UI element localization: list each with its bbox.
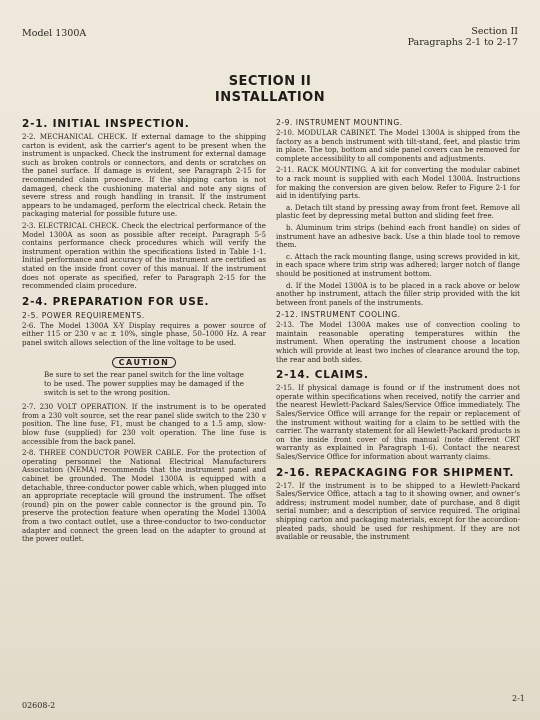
para-step-c: c. Attach the rack mounting flange, using screws provided in kit, in each space where trim strip was adhered; larger notch of flange should be positioned at instrument bottom.	[276, 251, 520, 278]
section-number: SECTION II	[228, 74, 312, 89]
footer-page-number: 2-1	[512, 694, 525, 703]
para-repackaging: 2-17. If the instrument is to be shipped to a Hewlett-Packard Sales/Service Office, attach a tag to it showing owner, and owner's address; instrument model number, date of purchase, and 8 digit serial number; and a description of service required. The original shipping carton and packaging materials, except for the accordion-pleated pads, should be used for reshipment. If they are not available or reusable, the instrument	[276, 480, 520, 542]
para-three-conductor-cable: 2-8. THREE CONDUCTOR POWER CABLE. For the protection of operating personnel the National Electrical Manufacturers Association (NEMA) recommends that the instrument panel and cabinet be grounded. The Model 1300A is equipped with a detachable, three-conductor power cable which, when plugged into an appropriate receptacle will ground the instrument. The offset (round) pin on the power cable connector is the ground pin. To preserve the protection feature when operating the Model 1300A from a two contact outlet, use a three-conductor to two-conductor adapter and connect the green lead on the adapter to ground at the power outlet.	[22, 448, 266, 544]
para-rack-mounting: 2-11. RACK MOUNTING. A kit for converting the modular cabinet to a rack mount is supplied with each Model 1300A. Instructions for making the conversion are given below. Refer to Figure 2-1 for aid in identifying parts.	[276, 165, 520, 201]
right-column	[276, 118, 520, 545]
heading-claims: 2-14. CLAIMS.	[276, 369, 369, 382]
para-step-a: a. Detach tilt stand by pressing away from front feet. Remove all plastic feet by depressing metal button and sliding feet free.	[276, 202, 520, 221]
header-paragraphs: Paragraphs 2-1 to 2-17	[407, 37, 518, 48]
caution-box	[22, 350, 266, 369]
heading-initial-inspection: 2-1. INITIAL INSPECTION.	[22, 118, 190, 130]
heading-preparation-for-use: 2-4. PREPARATION FOR USE.	[22, 295, 210, 308]
caution-label: CAUTION	[112, 357, 177, 368]
footer-doc-number: 02608-2	[22, 701, 56, 710]
para-electrical-check: 2-3. ELECTRICAL CHECK. Check the electrical performance of the Model 1300A as soon as possible after receipt. Paragraph 5-5 contains performance check procedures which will verify the instrument operation within the specifications listed in Table 1-1. Initial performance and accuracy of the instrument are certified as stated on the inside front cover of this manual. If the instrument does not operate as specified, refer to Paragraph 2-15 for the recommended claim procedure.	[22, 220, 266, 291]
heading-repackaging: 2-16. REPACKAGING FOR SHIPMENT.	[276, 466, 515, 479]
para-claims: 2-15. If physical damage is found or if the instrument does not operate within specifications when received, notify the carrier and the nearest Hewlett-Packard Sales/Service Office immediately. The Sales/Service Office will arrange for the repair or replacement of the instrument without waiting for a claim to be settled with the carrier. The warranty statement for all Hewlett-Packard products is on the inside front cover of this manual (note different CRT warranty as explained in Paragraph 1-6). Contact the nearest Sales/Service Office for information about warranty claims.	[276, 383, 520, 461]
para-step-b: b. Aluminum trim strips (behind each front handle) on sides of instrument have an adhesive back. Use a thin blade tool to remove them.	[276, 222, 520, 250]
header-model: Model 1300A	[22, 28, 87, 39]
section-title: INSTALLATION	[214, 90, 326, 105]
para-convection-cooling: 2-13. The Model 1300A makes use of convection cooling to maintain reasonable operating temperatures within the instrument. When operating the instrument choose a location which will provide at least two inches of clearance around the top, the rear and both sides.	[276, 320, 520, 364]
para-mechanical-check: 2-2. MECHANICAL CHECK. If external damage to the shipping carton is evident, ask the carrier's agent to be present when the instrument is unpacked. Check the instrument for external damage such as broken controls or connectors, and dents or scratches on the panel surface. If damage is evident, see Paragraph 2-15 for recommended claim procedure. If the shipping carton is not damaged, check the cushioning material and note any signs of severe stress and rough handling in transit. If the instrument appears to be undamaged, perform the electrical check. Retain the packaging material for possible future use.	[22, 132, 266, 219]
para-modular-cabinet: 2-10. MODULAR CABINET. The Model 1300A is shipped from the factory as a bench instrument with tilt-stand, feet, and plastic trim in place. The top, bottom and side panel covers can be removed for complete accessibility to all components and adjustments.	[276, 128, 520, 163]
heading-instrument-mounting: 2-9. INSTRUMENT MOUNTING.	[276, 118, 403, 127]
heading-power-requirements: 2-5. POWER REQUIREMENTS.	[22, 310, 145, 320]
caution-text: Be sure to set the rear panel switch for the line voltage to be used. The power supplies may be damaged if the switch is set to the wrong position.	[44, 370, 244, 397]
para-230-volt-operation: 2-7. 230 VOLT OPERATION. If the instrument is to be operated from a 230 volt source, set the rear panel slide switch to the 230 v position. The line fuse, F1, must be changed to a 1.5 amp, slow-blow fuse (supplied) for 230 volt operation. The line fuse is accessible from the back panel.	[22, 402, 266, 446]
heading-instrument-cooling: 2-12. INSTRUMENT COOLING.	[276, 310, 401, 320]
header-section: Section II	[471, 26, 518, 37]
para-step-d: d. If the Model 1300A is to be placed in a rack above or below another hp instrument, attach the filler strip provided with the kit between front panels of the instruments.	[276, 280, 520, 307]
para-power-source: 2-6. The Model 1300A X-Y Display requires a power source of either 115 or 230 v ac ± 10%, single phase, 50–1000 Hz. A rear panel switch allows selection of the line voltage to be used.	[22, 320, 266, 347]
left-column	[22, 118, 266, 547]
header-section-info	[408, 26, 518, 48]
